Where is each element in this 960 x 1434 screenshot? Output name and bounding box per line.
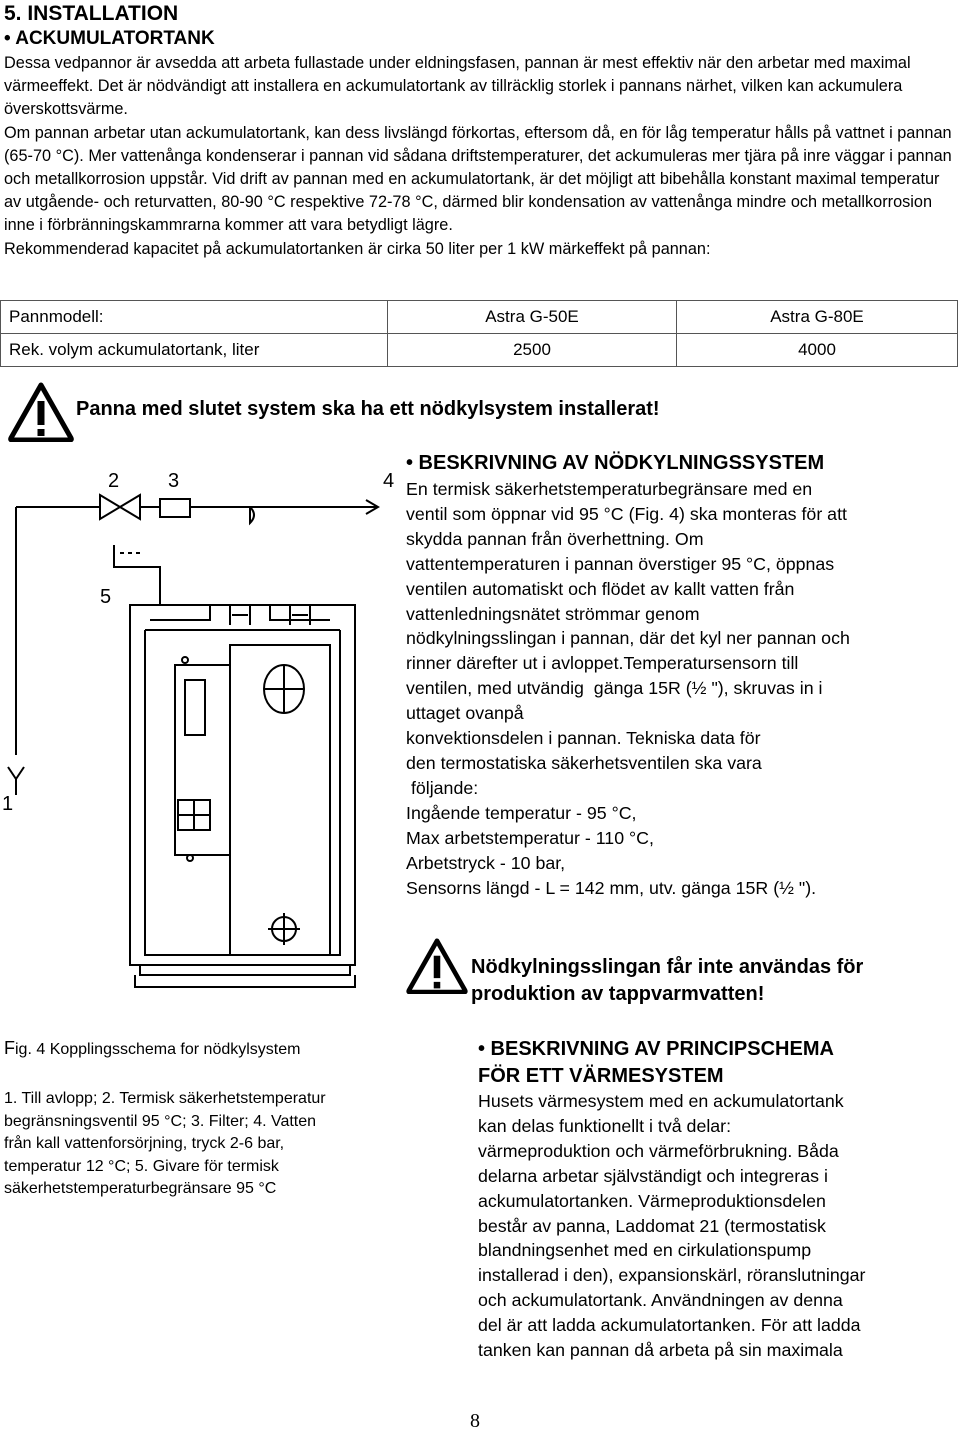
text-line: nödkylningsslingan i pannan, där det kyl ner pannan och — [406, 628, 850, 649]
diagram-label-2: 2 — [108, 470, 120, 492]
principle-title-line: FÖR ETT VÄRMESYSTEM — [478, 1065, 724, 1087]
text-line: ventil som öppnar vid 95 °C (Fig. 4) ska monteras för att — [406, 503, 847, 524]
section-subtitle: • ACKUMULATORTANK — [4, 28, 215, 49]
warning-line: produktion av tappvarmvatten! — [471, 983, 765, 1005]
text-line: vattenledningsnätet strömmar genom — [406, 603, 700, 624]
text-line: del är att ladda ackumulatortanken. För att ladda — [478, 1315, 861, 1336]
text-line: säkerhetstemperaturbegränsare 95 °C — [4, 1180, 277, 1198]
text-line: från kall vattenforsörjning, tryck 2-6 bar, — [4, 1135, 285, 1153]
intro-paragraph: Om pannan arbetar utan ackumulatortank, kan dess livslängd förkortas, eftersom då, en för låg temperatur hålls på vattnet i pannan (65-70 °C). Mer vattenånga kondenserar i pannan vid sådana driftstemperaturer, det ackumuleras mer tjära på inre väggar i pannan och metallkorrosion uppstår. Vid drift av pannan med en ackumulatortank, är det möjligt att bibehålla konstant maximal temperatur av utgående- och returvatten, 80-90 °C respektive 72-78 °C, därmed blir kondensation av vattenånga mindre och metallkorrosion inne i förbränningskammrarna kommer att vara betydligt lägre. — [4, 123, 952, 235]
text-line: ventilen, med utvändig gänga 15R (½ "), skruvas in i — [406, 678, 823, 699]
table-cell: Astra G-80E — [677, 301, 958, 334]
text-line: värmeproduktion och värmeförbrukning. Båda — [478, 1140, 839, 1161]
text-line: ventilen automatiskt och flödet av kallt vatten från — [406, 578, 795, 599]
page-number: 8 — [470, 1410, 480, 1432]
text-line: begränsningsventil 95 °C; 3. Filter; 4. Vatten — [4, 1112, 317, 1130]
principle-title-line: • BESKRIVNING AV PRINCIPSCHEMA — [478, 1038, 834, 1060]
text-line: blandningsenhet med en cirkulationspump — [478, 1240, 812, 1261]
text-line: ackumulatortanken. Värmeproduktionsdelen — [478, 1190, 826, 1211]
table-cell: Pannmodell: — [1, 301, 388, 334]
principle-description — [478, 1089, 958, 1363]
table-cell: 2500 — [388, 334, 677, 367]
warning-message — [471, 954, 863, 1008]
text-line: Husets värmesystem med en ackumulatortank — [478, 1091, 844, 1111]
text-line: Ingående temperatur - 95 °C, — [406, 802, 637, 823]
text-line: rinner därefter ut i avloppet.Temperatursensorn till — [406, 653, 799, 674]
text-line: och ackumulatortank. Användningen av denna — [478, 1290, 843, 1311]
text-line: den termostatiska säkerhetsventilen ska vara — [406, 752, 762, 773]
text-line: 1. Till avlopp; 2. Termisk säkerhetstemperatur — [4, 1090, 326, 1107]
text-line: installerad i den), expansionskärl, röranslutningar — [478, 1265, 866, 1286]
text-line: konvektionsdelen i pannan. Tekniska data för — [406, 728, 761, 749]
table-row — [1, 334, 958, 367]
emergency-description — [406, 477, 958, 900]
diagram-label-3: 3 — [168, 470, 180, 492]
text-line: kan delas funktionellt i två delar: — [478, 1115, 732, 1136]
text-line: följande: — [406, 777, 479, 798]
warning-icon — [8, 382, 74, 442]
diagram-label-1: 1 — [2, 793, 14, 815]
section-title: 5. INSTALLATION — [4, 2, 179, 25]
valve-symbol — [100, 495, 140, 519]
text-line: uttaget ovanpå — [406, 703, 524, 724]
capacity-table — [0, 300, 958, 367]
intro-paragraph: Rekommenderad kapacitet på ackumulatortanken är cirka 50 liter per 1 kW märkeffekt på pannan: — [4, 239, 711, 258]
warning-line: Nödkylningsslingan får inte användas för — [471, 956, 864, 978]
text-line: Max arbetstemperatur - 110 °C, — [406, 827, 654, 848]
emergency-section-title: • BESKRIVNING AV NÖDKYLNINGSSYSTEM — [406, 452, 825, 474]
text-line: Arbetstryck - 10 bar, — [406, 852, 566, 873]
table-row — [1, 301, 958, 334]
warning-message: Panna med slutet system ska ha ett nödkylsystem installerat! — [76, 398, 660, 420]
table-cell: 4000 — [677, 334, 958, 367]
intro-paragraph: Dessa vedpannor är avsedda att arbeta fullastade under eldningsfasen, pannan är mest effektiv när den arbetar med maximal värmeeffekt. Det är nödvändigt att installera en ackumulatortank av tillräcklig storlek i pannans närhet, vilken kan ackumulera överskottsvärme. — [4, 54, 911, 119]
figure-title — [4, 1038, 300, 1059]
diagram-label-5: 5 — [100, 586, 112, 608]
text-line: delarna arbetar självständigt och integreras i — [478, 1165, 828, 1186]
intro-text — [4, 52, 956, 261]
text-line: Sensorns längd - L = 142 mm, utv. gänga 15R (½ "). — [406, 877, 817, 898]
text-line: En termisk säkerhetstemperaturbegränsare med en — [406, 479, 813, 499]
text-line: vattentemperaturen i pannan överstiger 95 °C, öppnas — [406, 553, 835, 574]
diagram-label-4: 4 — [383, 470, 395, 492]
text-line: temperatur 12 °C; 5. Givare för termisk — [4, 1157, 279, 1175]
principle-section-title — [478, 1036, 834, 1090]
emergency-cooling-diagram — [0, 455, 400, 1010]
text-line: skydda pannan från överhettning. Om — [406, 528, 704, 549]
warning-icon — [406, 938, 468, 994]
figure-legend — [4, 1088, 404, 1201]
table-cell: Astra G-50E — [388, 301, 677, 334]
text-line: tanken kan pannan då arbeta på sin maximala — [478, 1340, 843, 1361]
text-line: består av panna, Laddomat 21 (termostatisk — [478, 1215, 826, 1236]
figure-title-prefix: F — [4, 1038, 15, 1058]
table-cell: Rek. volym ackumulatortank, liter — [1, 334, 388, 367]
figure-title-text: ig. 4 Kopplingsschema for nödkylsystem — [15, 1041, 301, 1058]
